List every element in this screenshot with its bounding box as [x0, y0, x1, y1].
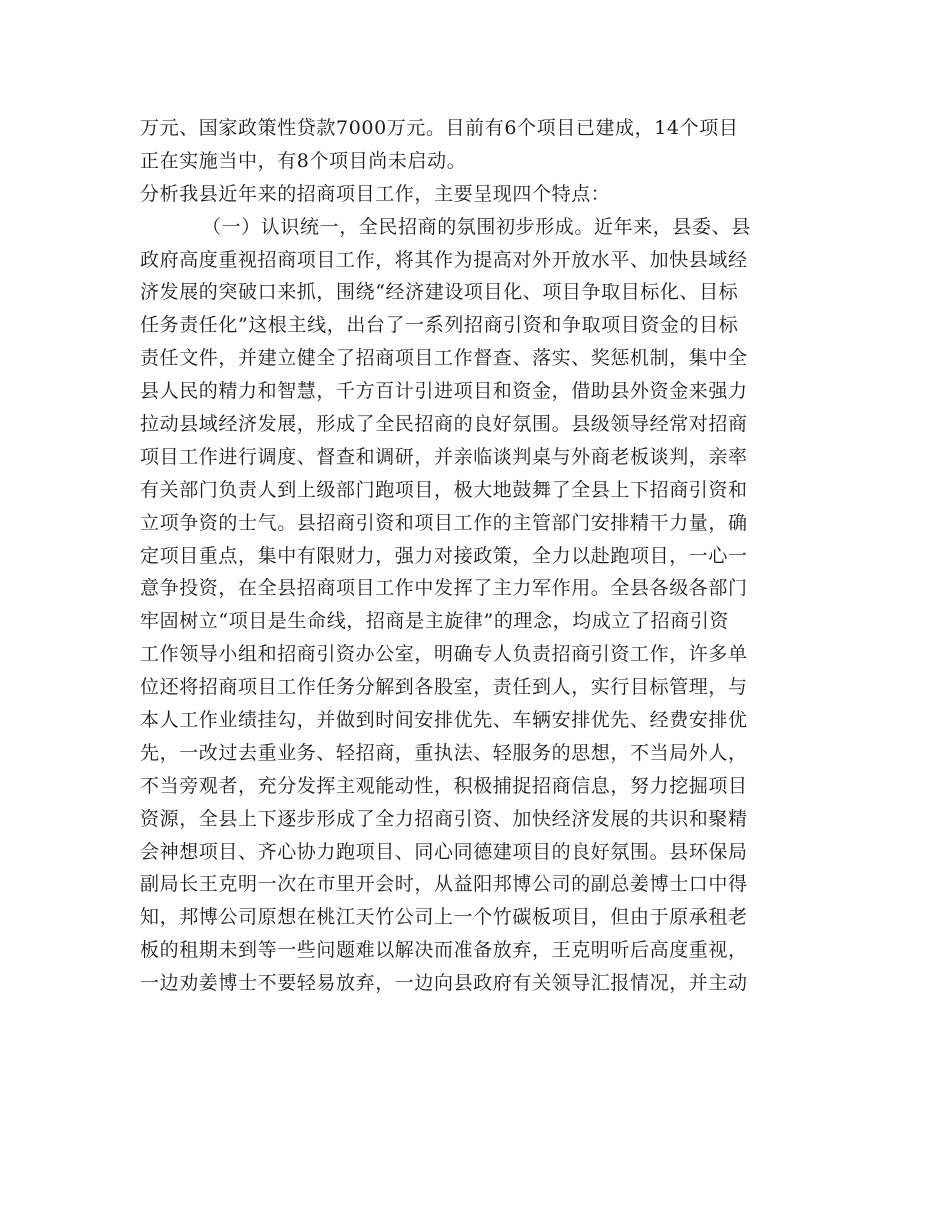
text-line: 县人民的精力和智慧，千方百计引进项目和资金，借助县外资金来强力 — [140, 380, 748, 403]
text-line: 牢固树立“项目是生命线，招商是主旋律”的理念，均成立了招商引资 — [140, 610, 730, 633]
document-body — [140, 112, 820, 1000]
text-line: 副局长王克明一次在市里开会时，从益阳邦博公司的副总姜博士口中得 — [140, 873, 748, 896]
text-line: 工作领导小组和招商引资办公室，明确专人负责招商引资工作，许多单 — [140, 643, 748, 666]
text-line: 板的租期未到等一些问题难以解决而准备放弃，王克明听后高度重视， — [140, 939, 748, 962]
text-line: （一）认识统一，全民招商的氛围初步形成。近年来，县委、县 — [202, 215, 751, 238]
text-line: 项目工作进行调度、督查和调研，并亲临谈判桌与外商老板谈判，亲率 — [140, 445, 748, 468]
text-line: 拉动县域经济发展，形成了全民招商的良好氛围。县级领导经常对招商 — [140, 413, 748, 436]
text-line: 正在实施当中，有8个项目尚未启动。 — [140, 149, 467, 172]
text-line: 不当旁观者，充分发挥主观能动性，积极捕捉招商信息，努力挖掘项目 — [140, 774, 748, 797]
text-line: 定项目重点，集中有限财力，强力对接政策，全力以赴跑项目，一心一 — [140, 544, 748, 567]
text-line: 万元、国家政策性贷款7000万元。目前有6个项目已建成，14个项目 — [140, 117, 739, 139]
text-line: 位还将招商项目工作任务分解到各股室，责任到人，实行目标管理，与 — [140, 676, 748, 699]
text-line: 分析我县近年来的招商项目工作，主要呈现四个特点： — [140, 182, 611, 205]
text-line: 有关部门负责人到上级部门跑项目，极大地鼓舞了全县上下招商引资和 — [140, 478, 748, 501]
text-line: 本人工作业绩挂勾，并做到时间安排优先、车辆安排优先、经费安排优 — [140, 709, 748, 732]
text-line: 会神想项目、齐心协力跑项目、同心同德建项目的良好氛围。县环保局 — [140, 840, 748, 863]
text-line: 济发展的突破口来抓，围绕“经济建设项目化、项目争取目标化、目标 — [140, 281, 739, 304]
text-line: 意争投资，在全县招商项目工作中发挥了主力军作用。全县各级各部门 — [140, 577, 748, 600]
text-line: 政府高度重视招商项目工作，将其作为提高对外开放水平、加快县域经 — [140, 248, 748, 271]
text-line: 任务责任化”这根主线，出台了一系列招商引资和争取项目资金的目标 — [140, 314, 739, 337]
text-line: 资源，全县上下逐步形成了全力招商引资、加快经济发展的共识和聚精 — [140, 807, 748, 830]
text-line: 先，一改过去重业务、轻招商，重执法、轻服务的思想，不当局外人， — [140, 741, 748, 764]
text-line: 立项争资的士气。县招商引资和项目工作的主管部门安排精干力量，确 — [140, 511, 748, 534]
text-line: 知，邦博公司原想在桃江天竹公司上一个竹碳板项目，但由于原承租老 — [140, 906, 748, 929]
text-line: 责任文件，并建立健全了招商项目工作督查、落实、奖惩机制，集中全 — [140, 347, 748, 370]
text-line: 一边劝姜博士不要轻易放弃，一边向县政府有关领导汇报情况，并主动 — [140, 972, 748, 995]
